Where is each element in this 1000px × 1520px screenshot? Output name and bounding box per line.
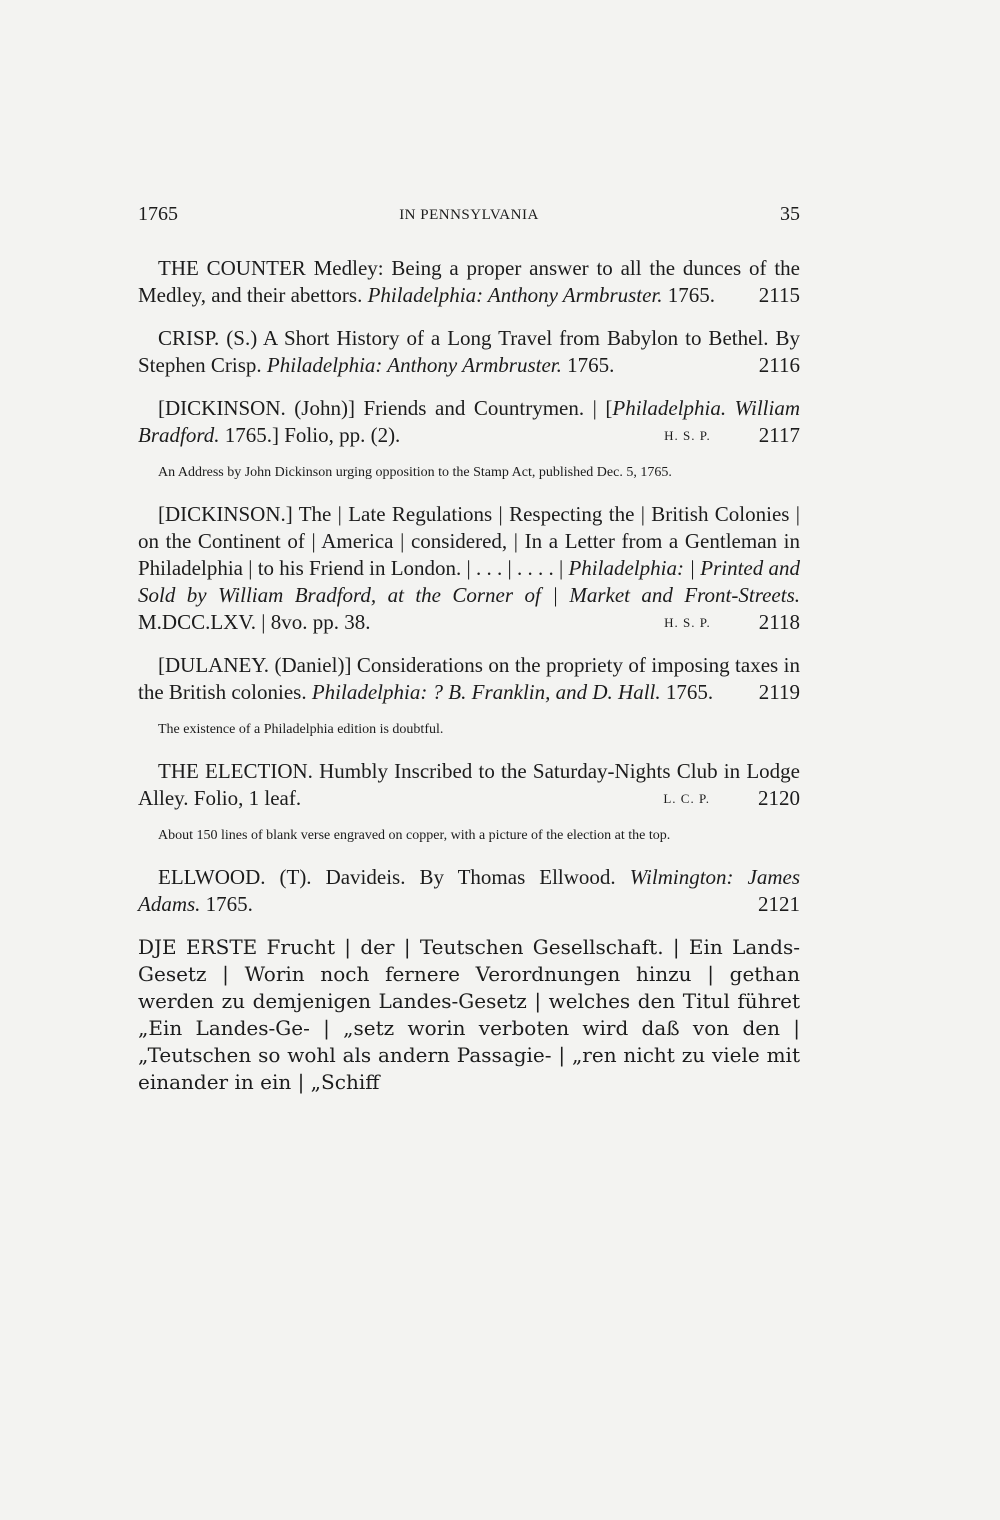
header-year: 1765: [138, 203, 178, 225]
entry-2118: [DICKINSON.] The | Late Regulations | Respecting the | British Colonies | on the Continent of | America | considered, | In a Letter from a Gentleman in Philadelphia | to his Friend in London. | . . . | . . . . | Philadelphia: | Printed and Sold by William Bradford, at the Corner of | Market and Front-Streets. M.DCC.LXV. | 8vo. pp. 38. 2118 H. S. P.: [138, 502, 800, 634]
library-location: L. C. P.: [663, 791, 710, 806]
entry-number: 2118: [758, 610, 800, 634]
entry-note: An Address by John Dickinson urging opposition to the Stamp Act, published Dec. 5, 1765.: [158, 465, 672, 480]
entry-2121: ELLWOOD. (T). Davideis. By Thomas Ellwood. Wilmington: James Adams. 1765. 2121: [138, 865, 801, 916]
entry-2117: [DICKINSON. (John)] Friends and Countrymen. | [Philadelphia. William Bradford. 1765.] Folio, pp. (2). 2117 H. S. P.: [138, 396, 801, 447]
running-header: [138, 203, 800, 233]
entry-number: 2120: [758, 786, 800, 810]
library-location: H. S. P.: [664, 615, 711, 630]
entry-2119: [DULANEY. (Daniel)] Considerations on the propriety of imposing taxes in the British colonies. Philadelphia: ? B. Franklin, and D. Hall. 1765. 2119: [138, 653, 800, 704]
entry-2116: CRISP. (S.) A Short History of a Long Travel from Babylon to Bethel. By Stephen Crisp. Philadelphia: Anthony Armbruster. 1765. 2116: [138, 326, 800, 377]
entry-number: 2115: [758, 283, 800, 307]
entry-number: 2119: [758, 680, 800, 704]
entry-note: The existence of a Philadelphia edition is doubtful.: [158, 722, 444, 737]
header-title: IN PENNSYLVANIA: [399, 207, 539, 223]
entry-number: 2121: [758, 892, 800, 916]
bibliography-entries: [138, 255, 800, 1096]
fraktur-entry: DJE ERSTE Frucht | der | Teutschen Gesellschaft. | Ein Lands-Gesetz | Worin noch fernere Verordnungen hinzu | gethan werden zu demjenigen Landes-Gesetz | welches den Titul führet „Ein Landes-Ge- | „setz worin verboten wird daß von den | „Teutschen so wohl als andern Passagie- | „ren nicht zu viele mit einander in ein | „Schiff: [138, 935, 800, 1094]
entry-2120: THE ELECTION. Humbly Inscribed to the Saturday-Nights Club in Lodge Alley. Folio, 1 leaf. 2120 L. C. P.: [138, 759, 800, 810]
book-page: [138, 0, 800, 1520]
page-number: 35: [780, 203, 800, 225]
entry-note: About 150 lines of blank verse engraved on copper, with a picture of the election at the top.: [158, 828, 671, 843]
library-location: H. S. P.: [664, 428, 711, 443]
entry-number: 2117: [758, 423, 800, 447]
entry-2115: THE COUNTER Medley: Being a proper answer to all the dunces of the Medley, and their abettors. Philadelphia: Anthony Armbruster. 1765. 2115: [138, 256, 800, 307]
entry-number: 2116: [758, 353, 800, 377]
